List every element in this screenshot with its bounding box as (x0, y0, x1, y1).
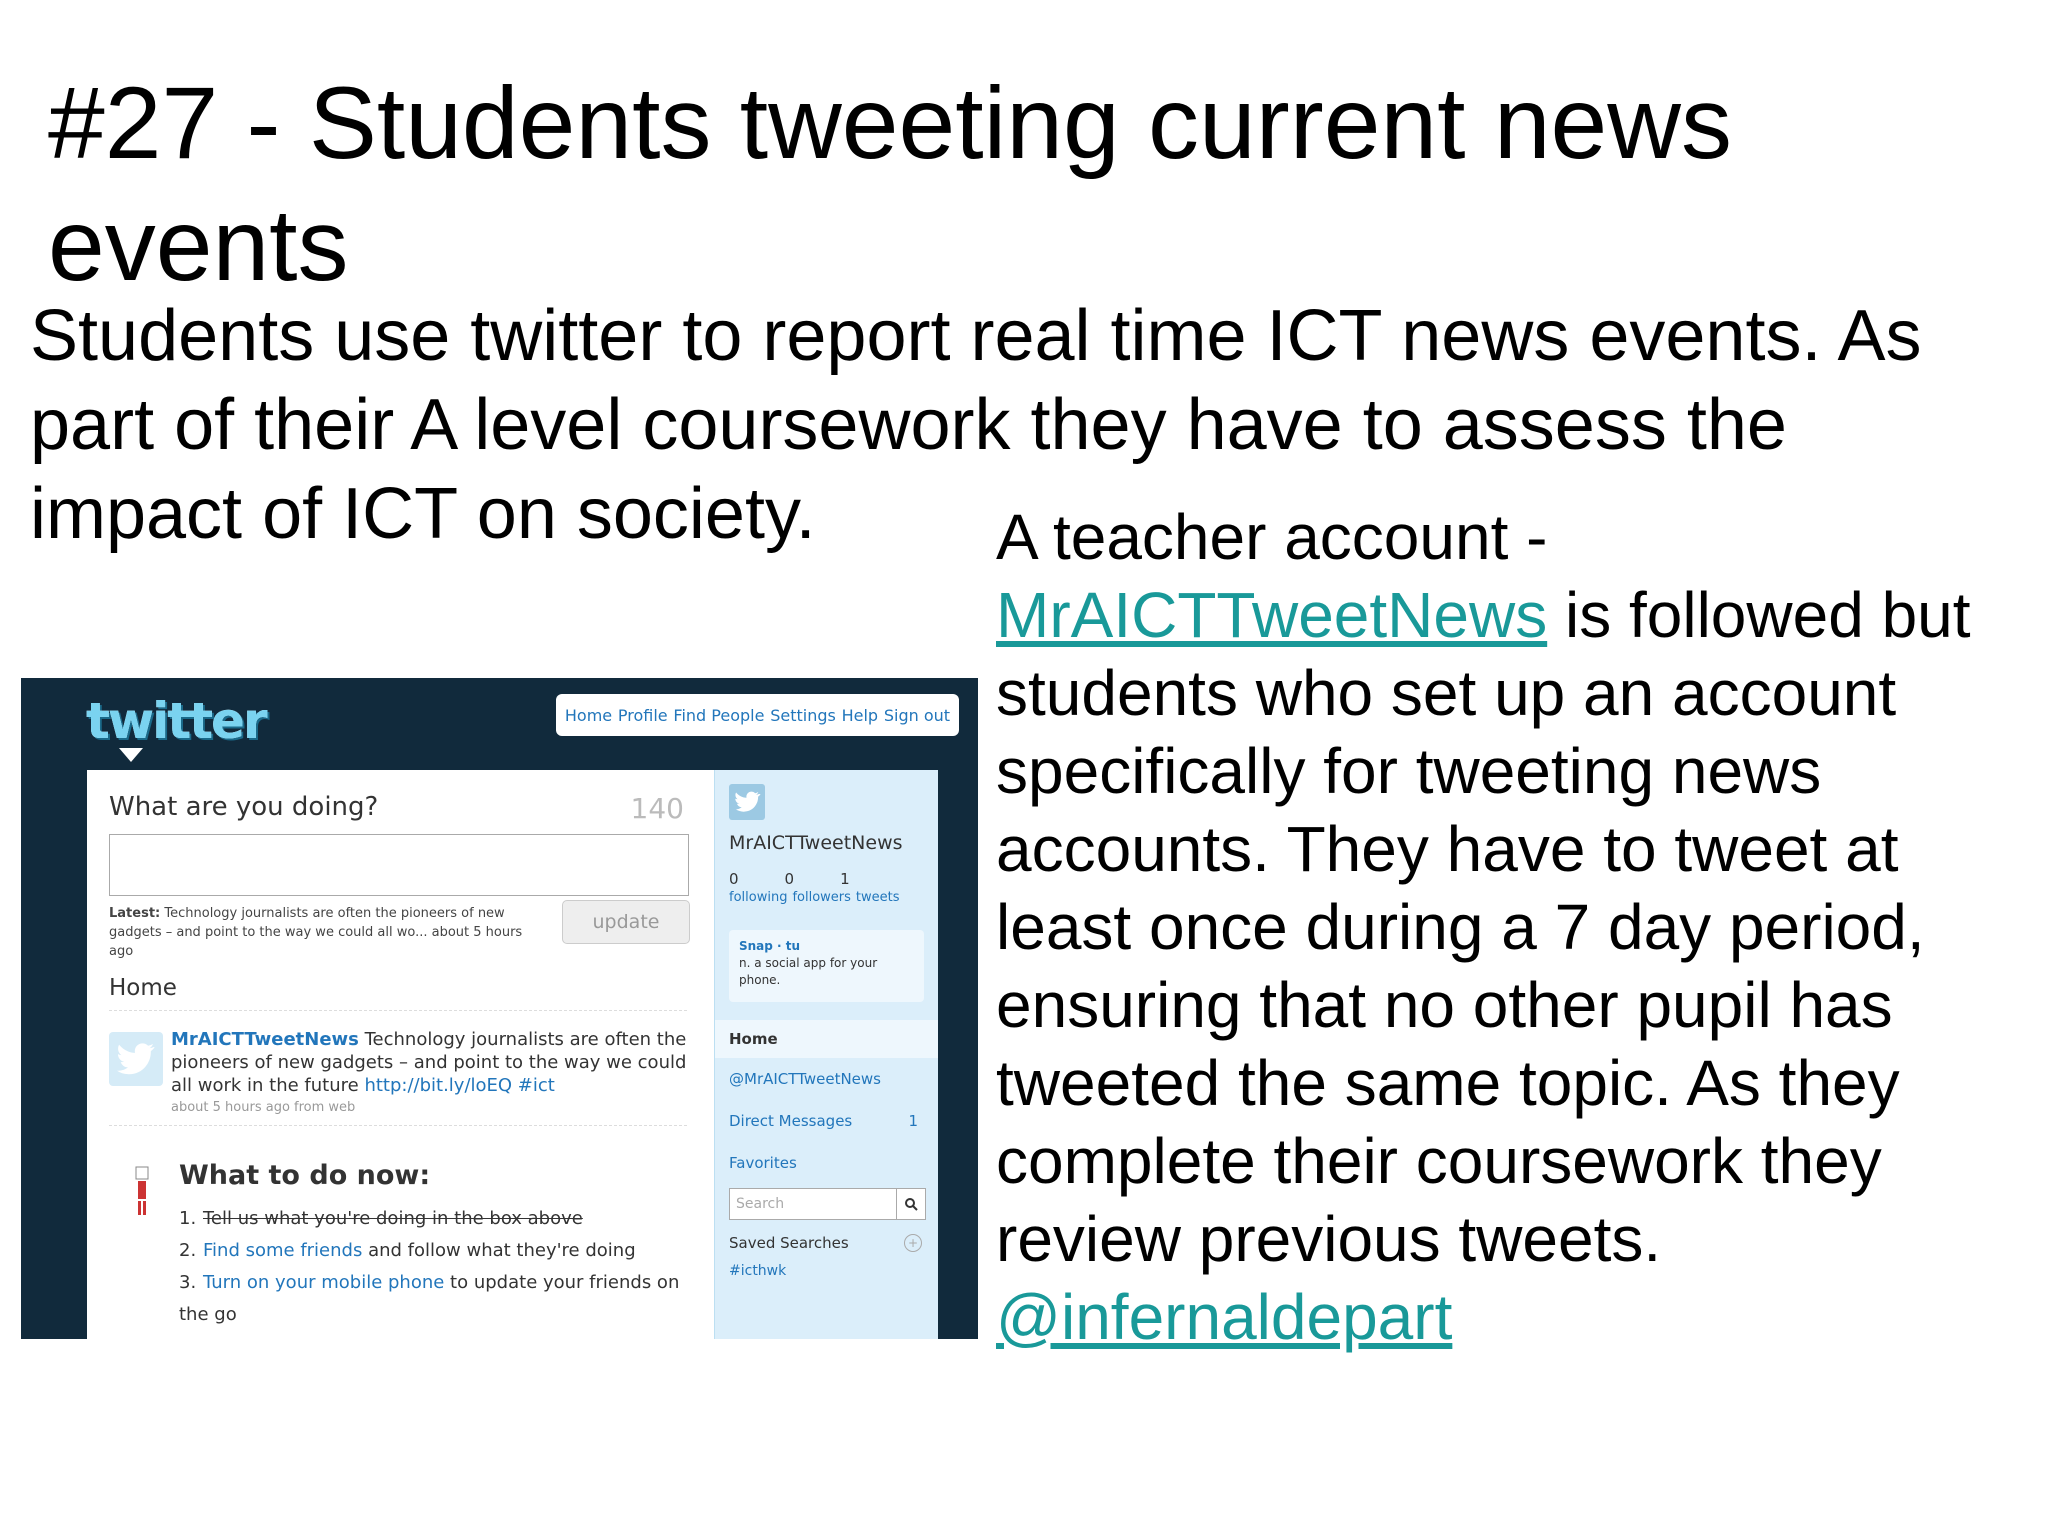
logo-tail-icon (119, 748, 143, 762)
bird-icon (116, 1042, 156, 1076)
search-placeholder: Search (736, 1196, 785, 1212)
char-count: 140 (630, 792, 684, 825)
nav-sign-out[interactable]: Sign out (883, 705, 951, 725)
avatar[interactable] (109, 1032, 163, 1086)
slide-side-text (996, 498, 2046, 1356)
latest-status (109, 904, 529, 961)
slide-title: #27 - Students tweeting current news events (48, 66, 1732, 302)
teacher-account-link[interactable]: MrAICTTweetNews (996, 579, 1548, 651)
tweets-link[interactable]: tweets (855, 890, 900, 905)
side-prefix: A teacher account - (996, 501, 1548, 573)
tweet-user[interactable]: MrAICTTweetNews (171, 1029, 359, 1050)
slide-intro: Students use twitter to report real time ICT news events. As part of their A level coursework they have to assess the impact of ICT on society. (30, 296, 1922, 554)
sidebar-item-direct-messages[interactable]: Direct Messages 1 (715, 1102, 938, 1140)
saved-search-hashtag[interactable]: #icthwk (729, 1263, 787, 1279)
sidebar-item-favorites[interactable]: Favorites (729, 1154, 797, 1172)
search-input[interactable] (729, 1188, 926, 1220)
todo-step-3: 3. Turn on your mobile phone to update your friends on the go (179, 1272, 680, 1325)
nav-home[interactable]: Home (564, 705, 613, 725)
following-link[interactable]: following (729, 890, 788, 905)
home-heading: Home (109, 975, 177, 1001)
todo-step-1: 1. Tell us what you're doing in the box above (179, 1208, 583, 1229)
sidebar (714, 770, 938, 1339)
nav-settings[interactable]: Settings (770, 705, 836, 725)
search-icon[interactable] (896, 1189, 925, 1219)
mobile-link[interactable]: Turn on your mobile phone (203, 1272, 445, 1293)
sidebar-item-mentions[interactable]: @MrAICTTweetNews (729, 1070, 881, 1088)
tweet-link[interactable]: http://bit.ly/loEQ #ict (364, 1075, 555, 1096)
divider (109, 1125, 687, 1126)
tweet (171, 1028, 691, 1097)
profile-name[interactable]: MrAICTTweetNews (729, 832, 903, 854)
profile-stats: 0 0 1 (729, 870, 850, 888)
sidebar-item-home[interactable]: Home (715, 1020, 938, 1058)
nav-find-people[interactable]: Find People (673, 705, 765, 725)
status-prompt: What are you doing? (109, 792, 379, 822)
todo-title: What to do now: (179, 1160, 431, 1191)
expand-icon[interactable]: + (904, 1234, 922, 1252)
main-panel (87, 770, 714, 1339)
latest-label: Latest: (109, 906, 161, 921)
nav-profile[interactable]: Profile (617, 705, 668, 725)
promo-box[interactable]: Snap · tu n. a social app for your phone. (729, 930, 924, 1002)
twitter-screenshot (21, 678, 978, 1339)
divider (109, 1010, 687, 1011)
dm-count: 1 (908, 1112, 918, 1130)
saved-searches-label: Saved Searches (729, 1234, 849, 1252)
top-nav (556, 694, 959, 736)
side-rest: is followed but students who set up an account specifically for tweeting news accounts. They have to tweet at least once during a 7 day period, ensuring that no other pupil has tweeted the same topic. As they complete their coursework they review previous tweets. (996, 579, 1971, 1275)
find-friends-link[interactable]: Find some friends (203, 1240, 363, 1261)
status-input[interactable] (109, 834, 689, 896)
tweet-meta: about 5 hours ago from web (171, 1100, 356, 1115)
profile-bird-icon[interactable] (729, 784, 765, 820)
latest-text: Technology journalists are often the pioneers of new gadgets – and point to the way we could all wo... about 5 hours ago (109, 906, 523, 959)
nav-help[interactable]: Help (841, 705, 879, 725)
followers-link[interactable]: followers (792, 890, 851, 905)
tweet-text: Technology journalists are often the pioneers of new gadgets – and point to the way we could all work in the future (171, 1029, 687, 1096)
todo-step-2: 2. Find some friends and follow what they're doing (179, 1240, 636, 1261)
update-button[interactable]: update (562, 900, 690, 944)
todo-list (179, 1203, 689, 1331)
robot-icon (132, 1165, 152, 1223)
handle-link[interactable]: @infernaldepart (996, 1281, 1453, 1353)
profile-stat-labels (729, 890, 905, 905)
twitter-logo[interactable]: twitter (86, 692, 266, 750)
